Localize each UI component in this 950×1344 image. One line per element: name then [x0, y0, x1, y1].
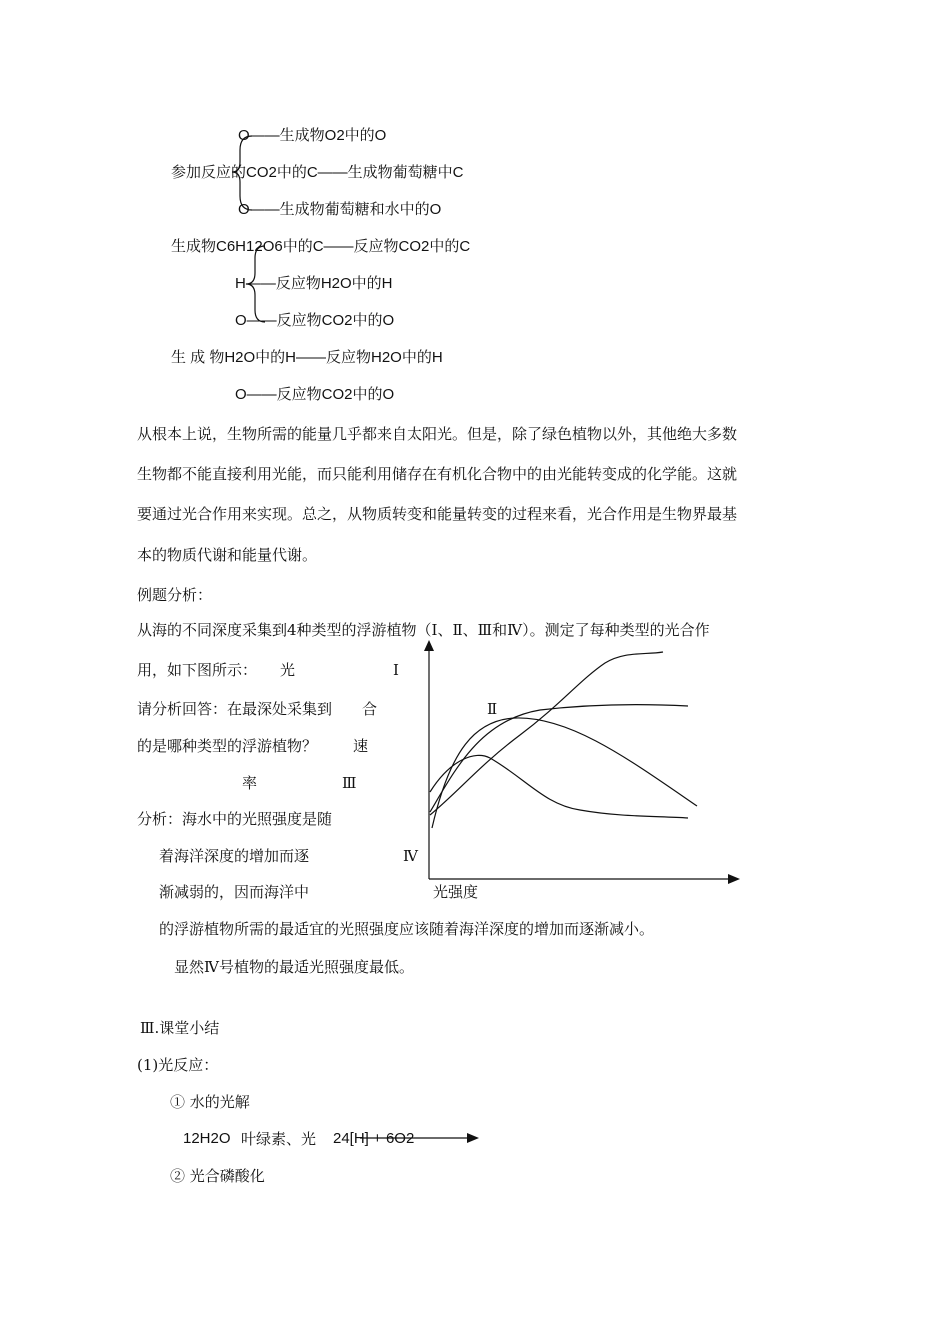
map-line-3: O——生成物葡萄糖和水中的O [238, 201, 442, 218]
series-label-3: Ⅲ [342, 774, 357, 792]
series-label-2: Ⅱ [487, 700, 498, 718]
analysis-line-2: 着海洋深度的增加而逐 [159, 847, 310, 865]
paragraph-line-3: 要通过光合作用来实现。总之，从物质转变和能量转变的过程来看，光合作用是生物界最基 [137, 505, 738, 523]
example-heading: 例题分析： [137, 586, 213, 604]
y-axis-label-char-4: 率 [242, 774, 258, 792]
map-line-7: 生 成 物H2O中的H——反应物H2O中的H [171, 349, 443, 366]
map-line-4: 生成物C6H12O6中的C——反应物CO2中的C [171, 238, 471, 255]
example-question-4: 的是哪种类型的浮游植物？ [137, 737, 318, 755]
map-line-5: H——反应物H2O中的H [235, 275, 393, 292]
y-axis-label-char-3: 速 [353, 737, 369, 755]
series-label-1: Ⅰ [393, 661, 399, 679]
analysis-line-1: 分析：海水中的光照强度是随 [137, 810, 333, 828]
equation-left: 12H2O [183, 1130, 231, 1147]
x-axis-arrowhead [728, 874, 740, 884]
chart [424, 640, 740, 884]
summary-sub-1: ① 水的光解 [170, 1093, 250, 1111]
series-label-4: Ⅳ [403, 847, 418, 865]
curve-series-3 [432, 718, 697, 828]
upper-brace [232, 136, 252, 210]
paragraph-line-4: 本的物质代谢和能量代谢。 [137, 546, 318, 564]
example-question-2: 用，如下图所示： [137, 661, 258, 679]
analysis-line-3: 渐减弱的，因而海洋中 [159, 883, 310, 901]
summary-heading: Ⅲ.课堂小结 [140, 1019, 220, 1037]
lower-brace [246, 246, 265, 322]
paragraph-line-1: 从根本上说，生物所需的能量几乎都来自太阳光。但是，除了绿色植物以外，其他绝大多数 [137, 425, 738, 443]
y-axis-arrowhead [424, 640, 434, 651]
equation-right: 24[H] + 6O2 [333, 1130, 415, 1147]
analysis-line-5: 显然Ⅳ号植物的最适光照强度最低。 [174, 958, 414, 976]
example-question-1: 从海的不同深度采集到4种类型的浮游植物（Ⅰ、Ⅱ、Ⅲ和Ⅳ）。测定了每种类型的光合作 [137, 621, 710, 639]
reaction-arrow [360, 1133, 479, 1143]
map-line-1: O——生成物O2中的O [238, 127, 387, 144]
summary-sub-2: ② 光合磷酸化 [170, 1167, 265, 1185]
equation-condition: 叶绿素、光 [241, 1130, 317, 1148]
map-line-6: O——反应物CO2中的O [235, 312, 395, 329]
curve-series-2 [430, 705, 688, 812]
curve-series-1 [430, 652, 663, 815]
analysis-line-4: 的浮游植物所需的最适宜的光照强度应该随着海洋深度的增加而逐渐减小。 [159, 920, 655, 938]
x-axis-label: 光强度 [433, 883, 479, 901]
example-question-3: 请分析回答：在最深处采集到 [137, 700, 333, 718]
paragraph-line-2: 生物都不能直接利用光能，而只能利用储存在有机化合物中的由光能转变成的化学能。这就 [137, 465, 738, 483]
summary-item-1: (1)光反应： [137, 1056, 219, 1074]
map-line-2: 参加反应的CO2中的C——生成物葡萄糖中C [171, 164, 464, 181]
y-axis-label-char-1: 光 [280, 661, 296, 679]
y-axis-label-char-2: 合 [362, 700, 378, 718]
map-line-8: O——反应物CO2中的O [235, 386, 395, 403]
curve-series-4 [430, 755, 688, 818]
